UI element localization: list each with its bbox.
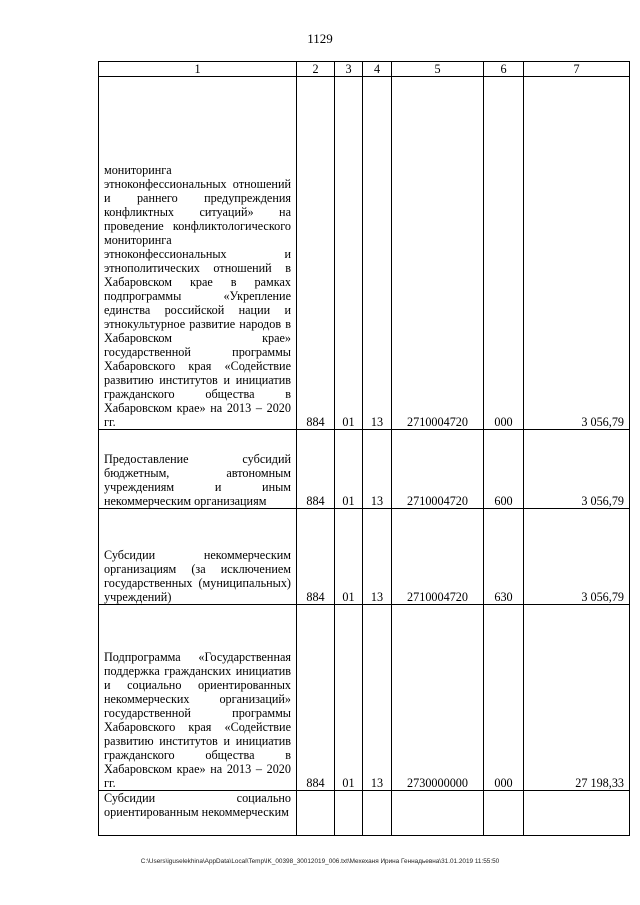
expense-type-code [484,791,524,836]
table-row [99,605,630,791]
page-number: 1129 [307,31,333,46]
target-article-code [392,791,484,836]
section-code [335,791,363,836]
row-description: Подпрограмма «Государственная поддержка гражданских инициатив и социально ориентированных некоммерческих организаций» государственной программы Хабаровского края «Содействие развитию институтов и инициатив гражданского общества в Хабаровском крае» на 2013 – 2020 гг. [99,605,297,791]
target-article-code: 2710004720 [392,509,484,605]
section-code: 01 [335,430,363,509]
expense-type-code: 000 [484,77,524,430]
subsection-code: 13 [363,77,392,430]
ministry-code: 884 [297,77,335,430]
ministry-code [297,791,335,836]
amount: 27 198,33 [524,605,630,791]
section-code: 01 [335,77,363,430]
amount: 3 056,79 [524,430,630,509]
subsection-code [363,791,392,836]
amount: 3 056,79 [524,509,630,605]
column-header: 5 [392,62,484,77]
ministry-code: 884 [297,605,335,791]
budget-table [98,61,630,836]
target-article-code: 2730000000 [392,605,484,791]
ministry-code: 884 [297,509,335,605]
table-row [99,509,630,605]
expense-type-code: 000 [484,605,524,791]
subsection-code: 13 [363,509,392,605]
ministry-code: 884 [297,430,335,509]
row-description: Предоставление субсидий бюджетным, автономным учреждениям и иным некоммерческим организациям [99,430,297,509]
column-header: 2 [297,62,335,77]
expense-type-code: 630 [484,509,524,605]
row-description: мониторинга этноконфессиональных отношений и раннего предупреждения конфликтных ситуаций» на проведение конфликтологического мониторинга этноконфессиональных и этнополитических отношений в Хабаровском крае в рамках подпрограммы «Укрепление единства российской нации и этнокультурное развитие народов в Хабаровском крае» государственной программы Хабаровского края «Содействие развитию институтов и инициатив гражданского общества в Хабаровском крае» на 2013 – 2020 гг. [99,77,297,430]
column-header: 6 [484,62,524,77]
target-article-code: 2710004720 [392,77,484,430]
amount: 3 056,79 [524,77,630,430]
section-code: 01 [335,509,363,605]
subsection-code: 13 [363,605,392,791]
table-row [99,430,630,509]
column-header: 4 [363,62,392,77]
section-code: 01 [335,605,363,791]
row-description: Субсидии некоммерческим организациям (за исключением государственных (муниципальных) учреждений) [99,509,297,605]
column-header: 7 [524,62,630,77]
target-article-code: 2710004720 [392,430,484,509]
table-header-row [99,62,630,77]
subsection-code: 13 [363,430,392,509]
expense-type-code: 600 [484,430,524,509]
amount [524,791,630,836]
column-header: 1 [99,62,297,77]
table-row [99,77,630,430]
footer-file-path: C:\Users\iguselekhina\AppData\Local\Temp\IK_00398_30012019_006.txt\Мехеханя Ирина Геннадьевна\31.01.2019 11:55:50 [140,858,500,865]
row-description: Субсидии социально ориентированным некоммерческим [99,791,297,836]
column-header: 3 [335,62,363,77]
table-row [99,791,630,836]
